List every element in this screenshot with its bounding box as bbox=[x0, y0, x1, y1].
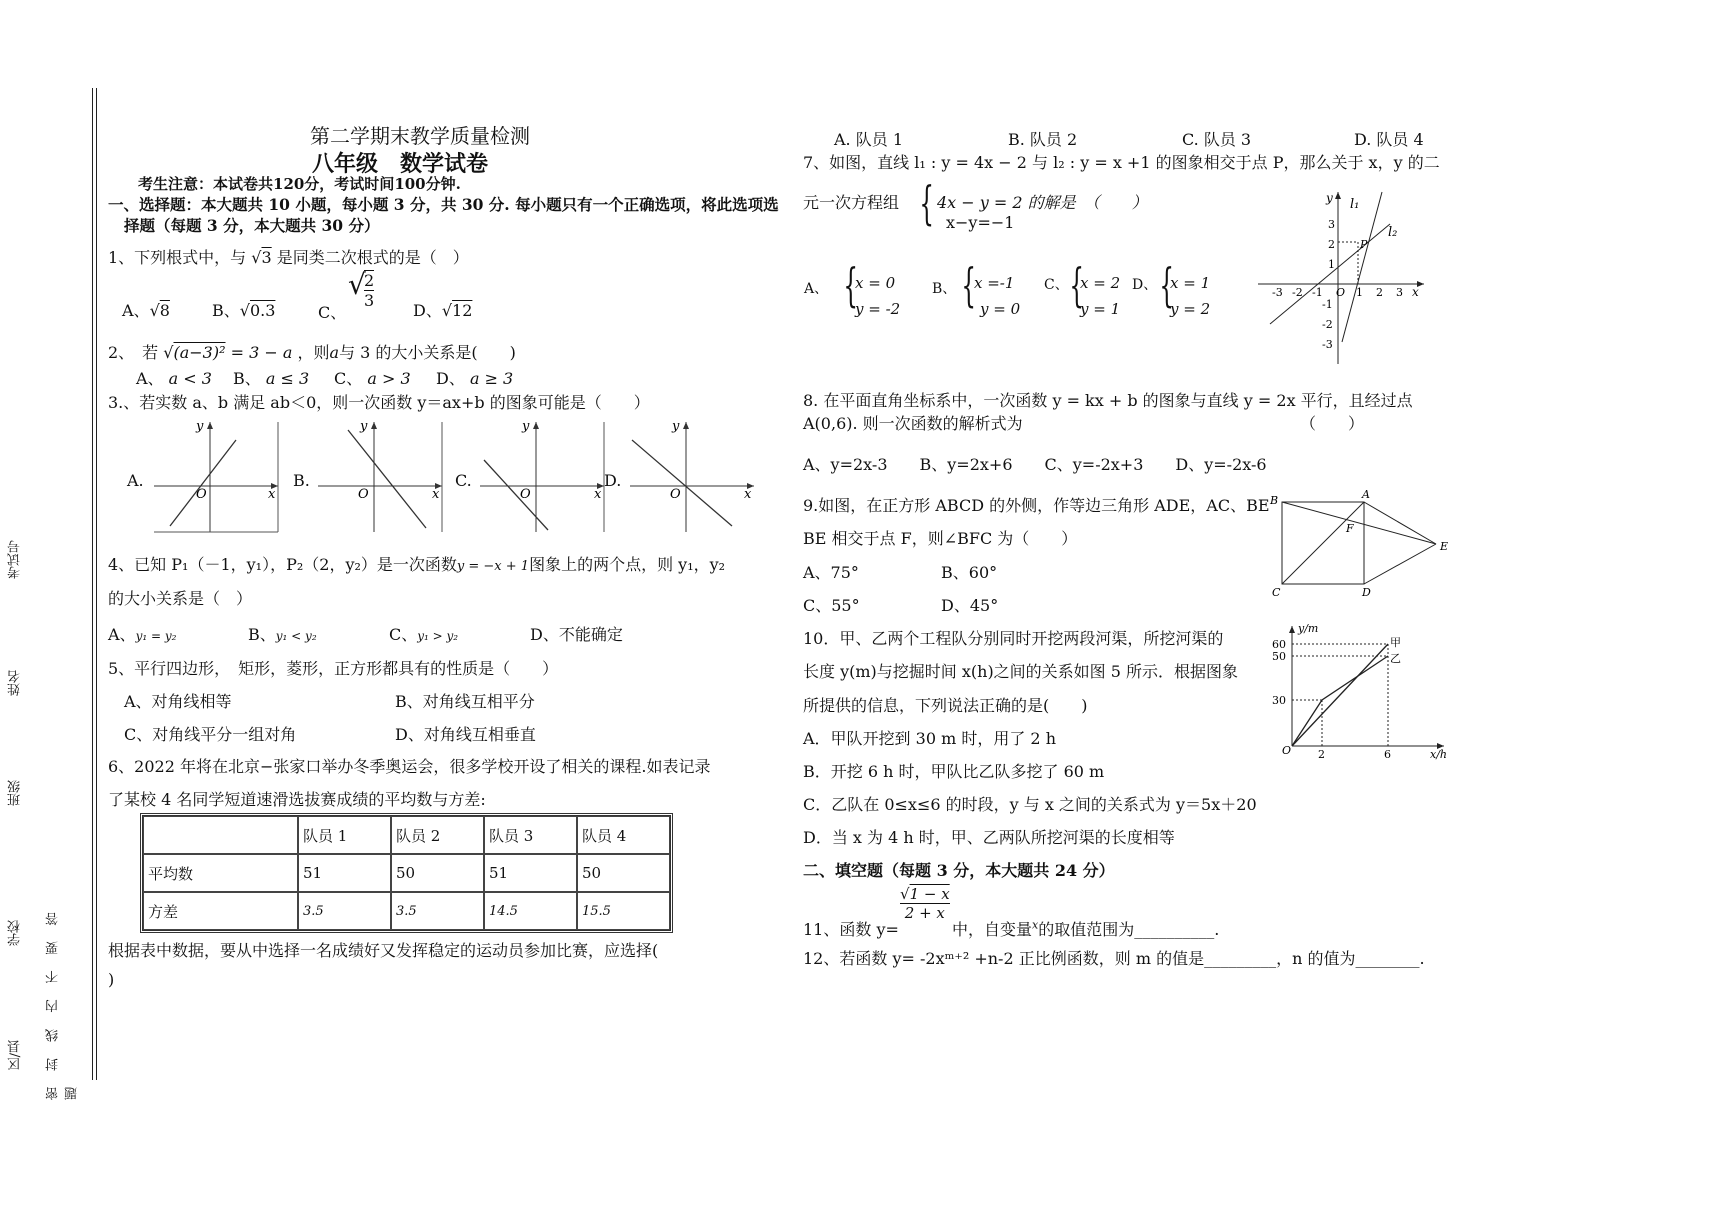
x-tick: 1 bbox=[1356, 286, 1363, 299]
segment-be bbox=[1282, 502, 1436, 544]
x-tick: 2 bbox=[1318, 748, 1325, 761]
brace-symbol: { bbox=[1159, 258, 1174, 312]
side-school: 学校 bbox=[8, 920, 23, 946]
q7-option-b-1: x =-1 bbox=[974, 274, 1015, 292]
q3-option-d-label: D. bbox=[604, 471, 622, 490]
y-tick: 30 bbox=[1272, 694, 1286, 707]
q4-option-c: C、y₁ > y₂ bbox=[389, 625, 459, 644]
series-label-jia: 甲 bbox=[1390, 636, 1401, 649]
side-exam-no: 考试号 bbox=[8, 540, 23, 579]
q9-stem: 9.如图，在正方形 ABCD 的外侧，作等边三角形 ADE，AC、BE bbox=[803, 496, 1270, 515]
q6-option-c: C. 队员 3 bbox=[1182, 130, 1252, 149]
line-graph bbox=[170, 440, 236, 526]
x-label: x bbox=[268, 487, 276, 502]
line-graph bbox=[632, 440, 732, 526]
table-header-row bbox=[143, 816, 670, 854]
segment-de bbox=[1364, 544, 1436, 584]
x-label: x bbox=[744, 487, 752, 502]
origin-label: O bbox=[1282, 744, 1292, 757]
table-cell bbox=[143, 816, 298, 854]
q7-eq2: x−y=−1 bbox=[946, 213, 1015, 232]
table-cell: 队员 4 bbox=[577, 816, 670, 854]
q8-stem-2: A(0,6). 则一次函数的解析式为 bbox=[803, 414, 1023, 433]
series-label-yi: 乙 bbox=[1390, 652, 1401, 665]
binding-line bbox=[96, 88, 97, 1080]
q7-graph bbox=[1252, 186, 1432, 366]
origin-label: O bbox=[196, 487, 207, 502]
q6-conclusion: 根据表中数据，要从中选择一名成绩好又发挥稳定的运动员参加比赛，应选择( bbox=[108, 941, 659, 960]
x-tick: -3 bbox=[1272, 286, 1283, 299]
x-label: x bbox=[1412, 285, 1419, 299]
q10-option-a: A．甲队开挖到 30 m 时，用了 2 h bbox=[803, 729, 1057, 748]
line-l1 bbox=[1342, 192, 1382, 342]
table-cell: 15.5 bbox=[577, 892, 670, 930]
q4-option-b: B、y₁ < y₂ bbox=[248, 625, 317, 644]
q11-fraction bbox=[900, 885, 950, 922]
q10-stem-2: 长度 y(m)与挖掘时间 x(h)之间的关系如图 5 所示．根据图象 bbox=[803, 662, 1239, 681]
y-tick: -1 bbox=[1322, 298, 1333, 311]
q6-option-d: D. 队员 4 bbox=[1354, 130, 1424, 149]
table-cell: 51 bbox=[298, 854, 391, 892]
y-label: y bbox=[360, 419, 368, 434]
point-c-label: C bbox=[1272, 586, 1281, 599]
q6-option-b: B. 队员 2 bbox=[1008, 130, 1078, 149]
q4-stem-2: 的大小关系是（ ） bbox=[108, 589, 253, 608]
section1-title-2: 择题（每题 3 分，本大题共 30 分） bbox=[124, 216, 380, 235]
origin-label: O bbox=[358, 487, 369, 502]
x-tick: 3 bbox=[1396, 286, 1403, 299]
origin-label: O bbox=[520, 487, 531, 502]
q7-option-d-label: D、 bbox=[1132, 277, 1158, 293]
q10-graph bbox=[1268, 620, 1458, 765]
side-district: 区/县 bbox=[8, 1040, 23, 1071]
y-tick: 60 bbox=[1272, 638, 1286, 651]
y-label: y bbox=[672, 419, 680, 434]
y-arrow bbox=[371, 422, 377, 429]
q11-stem-b: 中，自变量$^x$的取值范围为__________. bbox=[952, 918, 1220, 939]
q7-option-b-label: B、 bbox=[932, 281, 957, 297]
q5-option-b: B、对角线互相平分 bbox=[395, 692, 535, 711]
l1-label: l₁ bbox=[1350, 197, 1360, 212]
y-tick: -2 bbox=[1322, 318, 1333, 331]
q6-conclusion-end: ) bbox=[108, 970, 115, 989]
q8-stem: 8. 在平面直角坐标系中，一次函数 y = kx + b 的图象与直线 y = 2x 平行，且经过点 bbox=[803, 391, 1413, 410]
q7-option-c-1: x = 2 bbox=[1080, 274, 1121, 292]
brace-symbol: { bbox=[961, 258, 976, 312]
q3-graph-d bbox=[626, 418, 758, 534]
table-cell: 14.5 bbox=[484, 892, 577, 930]
y-arrow bbox=[1289, 626, 1295, 633]
point-b-label: B bbox=[1270, 494, 1279, 507]
q9-stem-2: BE 相交于点 F，则∠BFC 为（ ） bbox=[803, 529, 1078, 548]
q10-stem-3: 所提供的信息，下列说法正确的是( ) bbox=[803, 696, 1088, 715]
q5-stem: 5、平行四边形， 矩形，菱形，正方形都具有的性质是（ ） bbox=[108, 659, 559, 678]
y-label: y/m bbox=[1298, 622, 1319, 635]
q7-stem-2: 元一次方程组 bbox=[803, 193, 900, 212]
table-cell: 3.5 bbox=[298, 892, 391, 930]
q7-option-d-1: x = 1 bbox=[1170, 274, 1211, 292]
q1-stem: 1、下列根式中，与 √3 是同类二次根式的是（ ） bbox=[108, 248, 469, 267]
q6-stem: 6、2022 年将在北京−张家口举办冬季奥运会，很多学校开设了相关的课程.如表记录 bbox=[108, 757, 711, 776]
line-yi bbox=[1292, 656, 1388, 746]
q1-option-c-fraction: 2 3 bbox=[364, 271, 375, 310]
table-cell: 51 bbox=[484, 854, 577, 892]
y-arrow bbox=[207, 422, 213, 429]
table-cell: 50 bbox=[391, 854, 484, 892]
q6-option-a: A. 队员 1 bbox=[834, 130, 903, 149]
q12-stem: 12、若函数 y= -2xᵐ⁺² +n-2 正比例函数，则 m 的值是_________，n 的值为________. bbox=[803, 949, 1425, 968]
q3-stem: 3.、若实数 a、b 满足 ab＜0，则一次函数 y＝ax+b 的图象可能是（ ） bbox=[108, 393, 650, 412]
q2-option-d: D、 a ≥ 3 bbox=[436, 369, 514, 388]
q1-option-d: D、√12 bbox=[413, 301, 473, 320]
table-cell: 方差 bbox=[143, 892, 298, 930]
q7-option-d-2: y = 2 bbox=[1170, 300, 1211, 318]
q3-graph-b bbox=[314, 418, 446, 534]
exam-notice: 考生注意：本试卷共120分，考试时间100分钟. bbox=[138, 175, 461, 193]
q11-numerator: √1 − x bbox=[900, 885, 950, 903]
q2-option-a: A、 a < 3 bbox=[136, 369, 212, 388]
q11-denominator: 2 + x bbox=[900, 903, 950, 922]
q9-option-b: B、60° bbox=[941, 563, 998, 582]
q9-option-c: C、55° bbox=[803, 596, 860, 615]
x-tick: -1 bbox=[1312, 286, 1323, 299]
q7-option-c-label: C、 bbox=[1044, 277, 1069, 293]
q7-option-a-label: A、 bbox=[804, 281, 829, 297]
q10-option-c: C．乙队在 0≤x≤6 的时段，y 与 x 之间的关系式为 y＝5x＋20 bbox=[803, 795, 1257, 814]
exam-title: 第二学期末教学质量检测 bbox=[310, 124, 530, 148]
binding-line bbox=[92, 88, 93, 1080]
q1-option-a: A、√8 bbox=[122, 301, 170, 320]
q2-option-c: C、 a > 3 bbox=[334, 369, 411, 388]
q3-graph-a bbox=[150, 418, 282, 534]
line-jia bbox=[1292, 644, 1388, 746]
q3-option-a-label: A. bbox=[127, 471, 144, 490]
q2-stem: 2、 若 √(a−3)² = 3 − a ，则a与 3 的大小关系是( ) bbox=[108, 343, 516, 362]
q4-stem: 4、已知 P₁（－1，y₁），P₂（2，y₂）是一次函数y = −x + 1图象上的两个点，则 y₁，y₂ bbox=[108, 555, 726, 574]
table-cell: 队员 2 bbox=[391, 816, 484, 854]
x-tick: 2 bbox=[1376, 286, 1383, 299]
brace-symbol: { bbox=[843, 258, 858, 312]
q7-option-b-2: y = 0 bbox=[980, 300, 1021, 318]
segment-ae bbox=[1364, 502, 1436, 544]
q1-option-c-label: C、 bbox=[318, 303, 347, 322]
table-cell: 3.5 bbox=[391, 892, 484, 930]
y-label: y bbox=[196, 419, 204, 434]
y-arrow bbox=[533, 422, 539, 429]
y-tick: 3 bbox=[1328, 218, 1335, 231]
q10-option-d: D．当 x 为 4 h 时，甲、乙两队所挖河渠的长度相等 bbox=[803, 828, 1175, 847]
y-arrow bbox=[683, 422, 689, 429]
q6-stem-2: 了某校 4 名同学短道速滑选拔赛成绩的平均数与方差: bbox=[108, 790, 486, 809]
q2-option-b: B、 a ≤ 3 bbox=[233, 369, 310, 388]
score-table bbox=[140, 813, 673, 933]
table-cell: 平均数 bbox=[143, 854, 298, 892]
table-row bbox=[143, 892, 670, 930]
q10-stem: 10．甲、乙两个工程队分别同时开挖两段河渠，所挖河渠的 bbox=[803, 629, 1224, 648]
q4-option-a: A、y₁ = y₂ bbox=[108, 625, 177, 644]
origin-label: O bbox=[670, 487, 681, 502]
x-label: x bbox=[432, 487, 440, 502]
point-e-label: E bbox=[1440, 540, 1449, 553]
sqrt-symbol: √ bbox=[251, 248, 262, 267]
q8-options: A、y=2x-3 B、y=2x+6 C、y=-2x+3 D、y=-2x-6 bbox=[803, 455, 1267, 474]
q5-option-a: A、对角线相等 bbox=[124, 692, 232, 711]
q3-option-b-label: B. bbox=[293, 471, 310, 490]
y-tick: 2 bbox=[1328, 238, 1335, 251]
x-tick: -2 bbox=[1292, 286, 1303, 299]
line-graph bbox=[484, 460, 548, 530]
q9-figure bbox=[1266, 486, 1456, 601]
sqrt-symbol: √ bbox=[348, 268, 366, 301]
sqrt-expression: √(a−3)² = 3 − a bbox=[163, 343, 293, 362]
q9-option-a: A、75° bbox=[803, 563, 859, 582]
q7-option-a-1: x = 0 bbox=[855, 274, 896, 292]
y-label: y bbox=[522, 419, 530, 434]
origin-label: O bbox=[1336, 286, 1346, 299]
side-warning: 密 封 线 内 不 要 答 题 bbox=[46, 906, 80, 1100]
q3-option-c-label: C. bbox=[455, 471, 472, 490]
q9-option-d: D、45° bbox=[941, 596, 999, 615]
y-label: y bbox=[1326, 191, 1333, 205]
y-tick: 50 bbox=[1272, 650, 1286, 663]
q10-option-b: B．开挖 6 h 时，甲队比乙队多挖了 60 m bbox=[803, 762, 1105, 781]
point-a-label: A bbox=[1362, 488, 1370, 501]
q5-option-d: D、对角线互相垂直 bbox=[395, 725, 536, 744]
y-tick: 1 bbox=[1328, 258, 1335, 271]
table-cell: 队员 3 bbox=[484, 816, 577, 854]
q4-option-d: D、不能确定 bbox=[530, 625, 623, 644]
l2-label: l₂ bbox=[1388, 225, 1398, 240]
q7-option-c-2: y = 1 bbox=[1080, 300, 1121, 318]
point-d-label: D bbox=[1362, 586, 1371, 599]
side-class: 班级 bbox=[8, 780, 23, 806]
q7-option-a-2: y = -2 bbox=[855, 300, 901, 318]
q11-stem-a: 11、函数 y= bbox=[803, 920, 899, 939]
y-arrow bbox=[1335, 192, 1341, 199]
table-row bbox=[143, 854, 670, 892]
x-label: x/h bbox=[1430, 748, 1447, 761]
q7-stem: 7、如图，直线 l₁ : y = 4x − 2 与 l₂ : y = x +1 的图象相交于点 P，那么关于 x，y 的二 bbox=[803, 153, 1440, 172]
side-name: 姓名 bbox=[8, 670, 23, 696]
section2-title: 二、填空题（每题 3 分，本大题共 24 分） bbox=[803, 861, 1115, 880]
q3-graph-c bbox=[476, 418, 608, 534]
table-cell: 50 bbox=[577, 854, 670, 892]
x-tick: 6 bbox=[1384, 748, 1391, 761]
q5-option-c: C、对角线平分一组对角 bbox=[124, 725, 297, 744]
x-label: x bbox=[594, 487, 602, 502]
p-label: P bbox=[1360, 238, 1368, 251]
y-tick: -3 bbox=[1322, 338, 1333, 351]
section1-title: 一、选择题：本大题共 10 小题，每小题 3 分，共 30 分. 每小题只有一个正确选项，将此选项选 bbox=[108, 195, 779, 214]
brace-symbol: { bbox=[1069, 258, 1084, 312]
table-cell: 队员 1 bbox=[298, 816, 391, 854]
line-graph bbox=[348, 430, 426, 528]
q8-paren: （ ） bbox=[1300, 414, 1365, 433]
exam-subtitle: 八年级 数学试卷 bbox=[312, 151, 489, 177]
point-f-label: F bbox=[1346, 522, 1354, 535]
q1-option-b: B、√0.3 bbox=[212, 301, 276, 320]
brace-symbol: { bbox=[919, 176, 934, 230]
q7-eq1: 4x − y = 2 的解是 （ ） bbox=[937, 193, 1148, 212]
segment-ca bbox=[1282, 502, 1364, 584]
